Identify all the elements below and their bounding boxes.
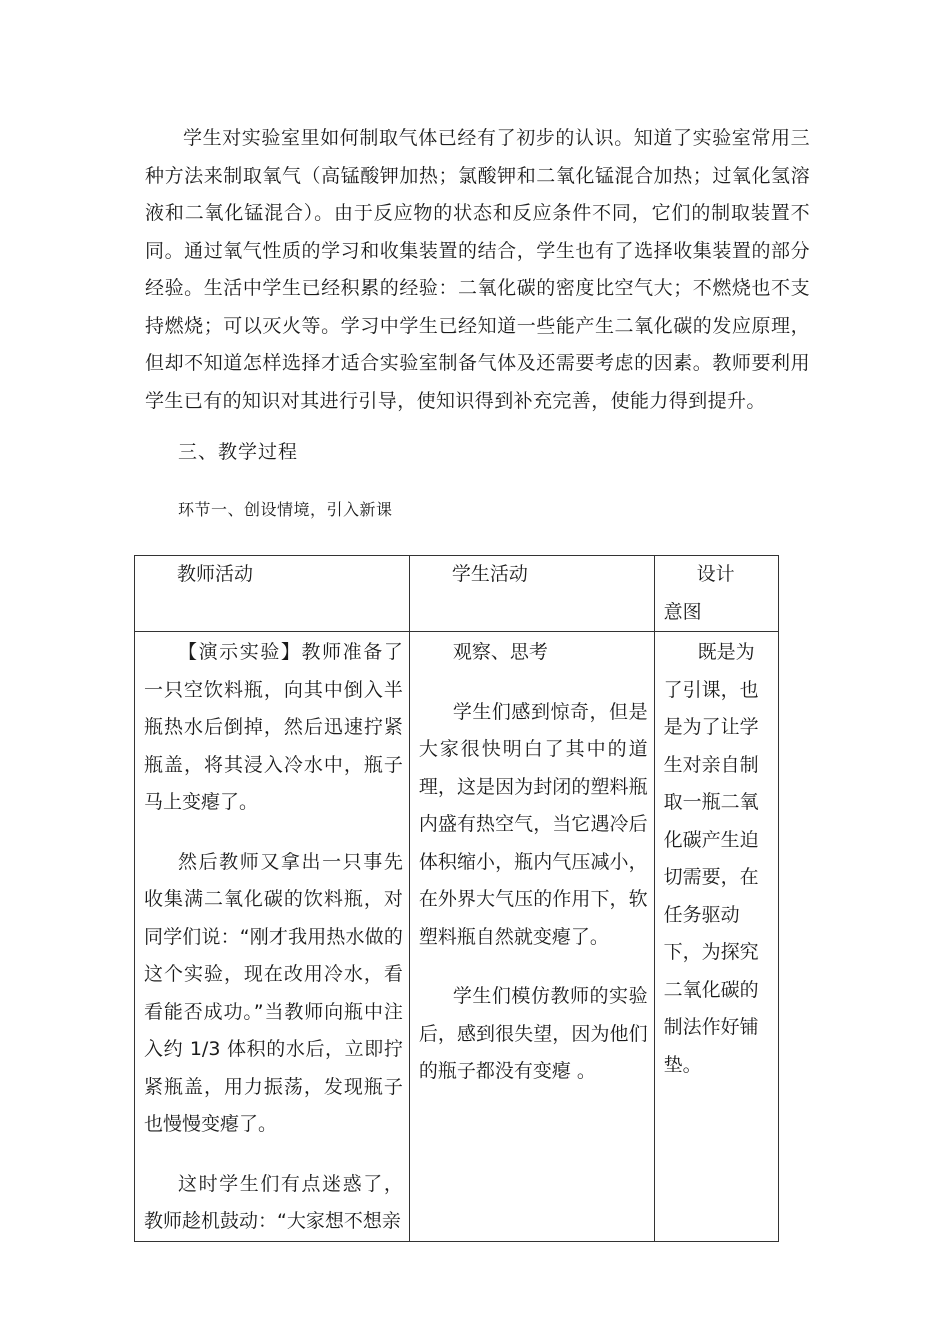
teacher-activity-cell xyxy=(135,632,410,1242)
header-design-intent xyxy=(654,556,778,632)
teacher-paragraph: 【演示实验】教师准备了一只空饮料瓶，向其中倒入半瓶热水后倒掉，然后迅速拧紧瓶盖，将其浸入冷水中，瓶子马上变瘪了。 xyxy=(144,641,403,813)
table-header-row xyxy=(135,556,779,632)
subsection-heading: 环节一、创设情境，引入新课 xyxy=(178,500,393,519)
design-intent-cell xyxy=(654,632,778,1242)
header-student-label: 学生活动 xyxy=(451,563,528,585)
teacher-paragraph: 这时学生们有点迷惑了，教师趁机鼓动：“大家想不想亲 xyxy=(144,1172,403,1232)
header-teacher-activity xyxy=(135,556,410,632)
table-row xyxy=(135,632,779,1242)
student-paragraph: 观察、思考 xyxy=(452,641,548,663)
teacher-paragraph: 然后教师又拿出一只事先收集满二氧化碳的饮料瓶，对同学们说：“刚才我用热水做的这个实验，现在改用冷水，看看能否成功。”当教师向瓶中注入约 1/3 体积的水后，立即拧紧瓶盖，用力振荡，发现瓶子也慢慢变瘪了。 xyxy=(144,850,403,1135)
lesson-table xyxy=(134,555,779,1242)
header-design-line1: 设计 xyxy=(696,563,735,585)
header-student-activity xyxy=(409,556,654,632)
intro-paragraph: 学生对实验室里如何制取气体已经有了初步的认识。知道了实验室常用三种方法来制取氧气（高锰酸钾加热；氯酸钾和二氧化锰混合加热；过氧化氢溶液和二氧化锰混合）。由于反应物的状态和反应条件不同，它们的制取装置不同。通过氧气性质的学习和收集装置的结合，学生也有了选择收集装置的部分经验。生活中学生已经积累的经验：二氧化碳的密度比空气大；不燃烧也不支持燃烧；可以灭火等。学习中学生已经知道一些能产生二氧化碳的发应原理，但却不知道怎样选择才适合实验室制备气体及还需要考虑的因素。教师要利用学生已有的知识对其进行引导，使知识得到补充完善，使能力得到提升。 xyxy=(145,127,810,412)
section-heading: 三、教学过程 xyxy=(178,441,299,463)
student-paragraph: 学生们模仿教师的实验后，感到很失望，因为他们的瓶子都没有变瘪 。 xyxy=(418,985,648,1082)
design-intent-text: 既是为了引课，也是为了让学生对亲自制取一瓶二氧化碳产生迫切需要，在任务驱动下，为探究二氧化碳的制法作好铺垫。 xyxy=(663,641,759,1076)
student-paragraph: 学生们感到惊奇，但是大家很快明白了其中的道理，这是因为封闭的塑料瓶内盛有热空气，当它遇冷后体积缩小，瓶内气压减小，在外界大气压的作用下，软塑料瓶自然就变瘪了。 xyxy=(418,700,648,948)
student-activity-cell xyxy=(409,632,654,1242)
header-teacher-label: 教师活动 xyxy=(177,563,254,585)
header-design-line2: 意图 xyxy=(663,600,702,623)
